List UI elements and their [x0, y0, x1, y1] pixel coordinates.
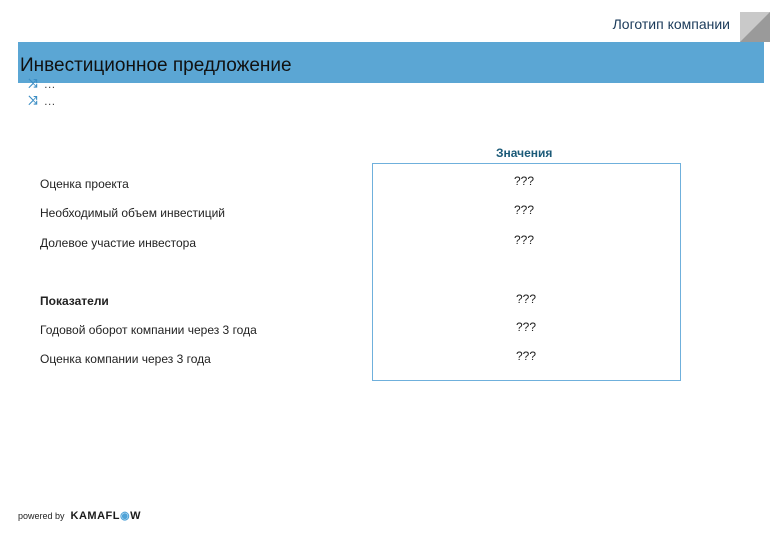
- row-value: ???: [514, 174, 535, 188]
- row-label-investor-share: Долевое участие инвестора: [40, 236, 197, 250]
- row-value: ???: [516, 349, 537, 363]
- row-value: ???: [514, 203, 535, 217]
- logo-placeholder-icon: [740, 12, 770, 42]
- powered-by: [18, 509, 141, 522]
- bullet-item: [28, 76, 56, 91]
- bullet-item: [28, 93, 56, 108]
- brand-logo: KAMAFL◉W: [70, 510, 141, 522]
- row-value: ???: [516, 292, 537, 306]
- row-label-annual-turnover: Годовой оборот компании через 3 года: [40, 323, 257, 337]
- shuffle-icon: ⤨: [28, 76, 38, 90]
- row-label-company-valuation: Оценка компании через 3 года: [40, 352, 211, 366]
- row-value: ???: [514, 233, 535, 247]
- powered-by-label: powered by: [18, 510, 65, 521]
- logo-text: Логотип компании: [612, 16, 730, 32]
- page-title: Инвестиционное предложение: [20, 55, 292, 76]
- row-value: ???: [516, 320, 537, 334]
- shuffle-icon: ⤨: [28, 93, 38, 107]
- bullet-text: …: [43, 76, 56, 91]
- bullet-text: …: [43, 93, 56, 108]
- row-label-indicators: Показатели: [40, 294, 109, 308]
- values-header: Значения: [496, 146, 553, 160]
- row-label-project-valuation: Оценка проекта: [40, 177, 129, 191]
- row-label-investment-volume: Необходимый объем инвестиций: [40, 206, 226, 220]
